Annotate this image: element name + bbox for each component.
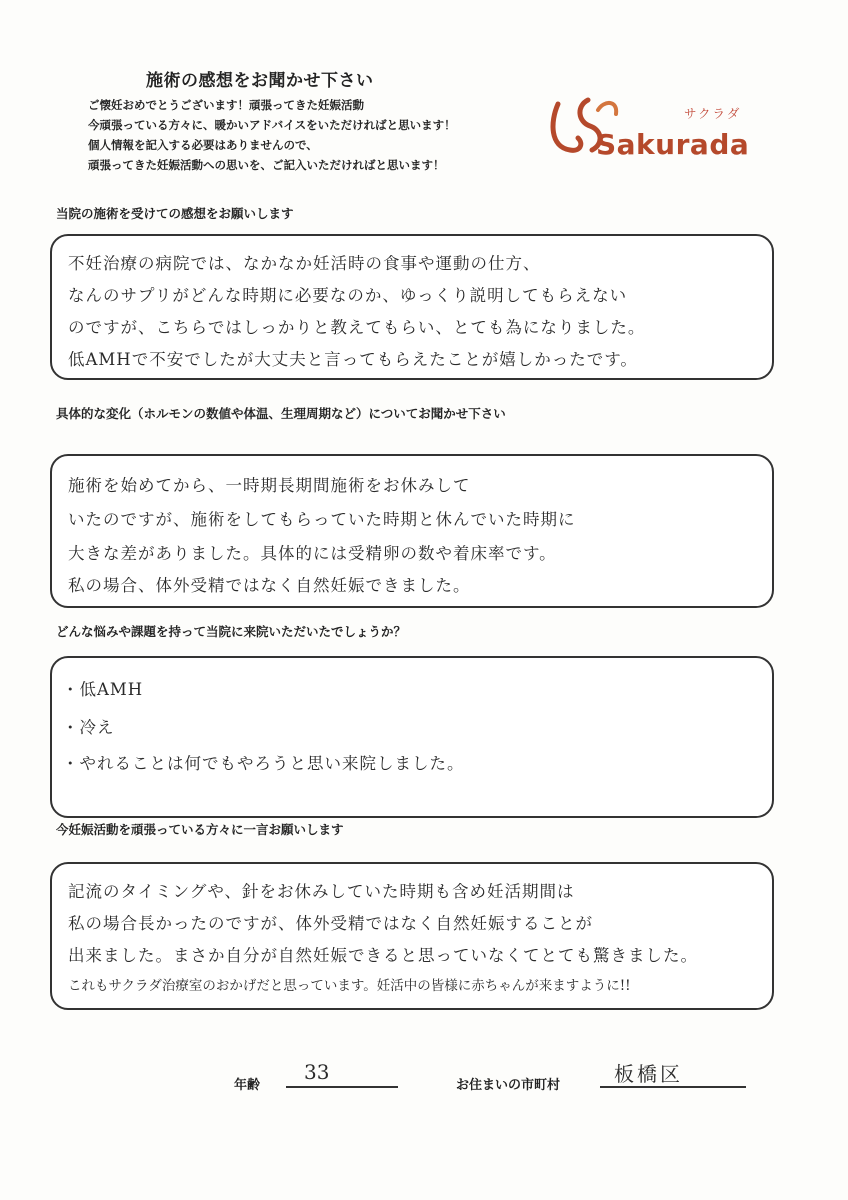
answer-line: 出来ました。まさか自分が自然妊娠できると思っていなくてとても驚きました。 [68,946,698,965]
answer-line: 大きな差がありました。具体的には受精卵の数や着床率です。 [68,544,557,563]
age-value: 33 [304,1060,330,1084]
logo-wordmark: Sakurada [596,128,750,161]
answer-line: 施術を始めてから、一時期長期間施術をお休みして [68,476,471,495]
age-label: 年齢 [234,1078,261,1093]
answer-line: 低AMHで不安でしたが大丈夫と言ってもらえたことが嬉しかったです。 [68,350,638,369]
city-label: お住まいの市町村 [456,1078,561,1093]
answer-line: ・低AMH [62,680,144,699]
answer-line: これもサクラダ治療室のおかげだと思っています。妊活中の皆様に赤ちゃんが来ますように!! [68,978,631,994]
intro-line-4: 頑張ってきた妊娠活動への思いを、ご記入いただければと思います！ [88,158,445,172]
answer-box-impression [50,234,774,380]
answer-line: 私の場合長かったのですが、体外受精ではなく自然妊娠することが [68,914,593,933]
intro-line-3: 個人情報を記入する必要はありませんので、 [88,138,318,152]
answer-line: 不妊治療の病院では、なかなか妊活時の食事や運動の仕方、 [68,254,541,273]
question-impression: 当院の施術を受けての感想をお願いします [56,206,294,221]
answer-box-concerns [50,656,774,818]
age-underline [286,1086,398,1088]
answer-box-message [50,862,774,1010]
answer-box-changes [50,454,774,608]
answer-line: のですが、こちらではしっかりと教えてもらい、とても為になりました。 [68,318,646,337]
answer-line: 私の場合、体外受精ではなく自然妊娠できました。 [68,576,471,595]
intro-line-1: ご懐妊おめでとうございます！頑張ってきた妊娠活動 [88,98,364,112]
answer-line: 記流のタイミングや、針をお休みしていた時期も含め妊活期間は [68,882,575,901]
city-value: 板橋区 [614,1062,683,1086]
answer-line: ・やれることは何でもやろうと思い来院しました。 [62,754,465,773]
question-concerns: どんな悩みや課題を持って当院に来院いただいたでしょうか？ [56,624,407,639]
logo-kana: サクラダ [684,106,742,121]
question-changes: 具体的な変化（ホルモンの数値や体温、生理周期など）についてお聞かせ下さい [56,406,506,421]
intro-line-2: 今頑張っている方々に、暖かいアドバイスをいただければと思います！ [88,118,456,132]
answer-line: なんのサプリがどんな時期に必要なのか、ゆっくり説明してもらえない [68,286,628,305]
answer-line: ・冷え [62,718,115,737]
answer-line: いたのですが、施術をしてもらっていた時期と休んでいた時期に [68,510,576,529]
form-title: 施術の感想をお聞かせ下さい [146,71,374,91]
question-message: 今妊娠活動を頑張っている方々に一言お願いします [56,822,344,837]
